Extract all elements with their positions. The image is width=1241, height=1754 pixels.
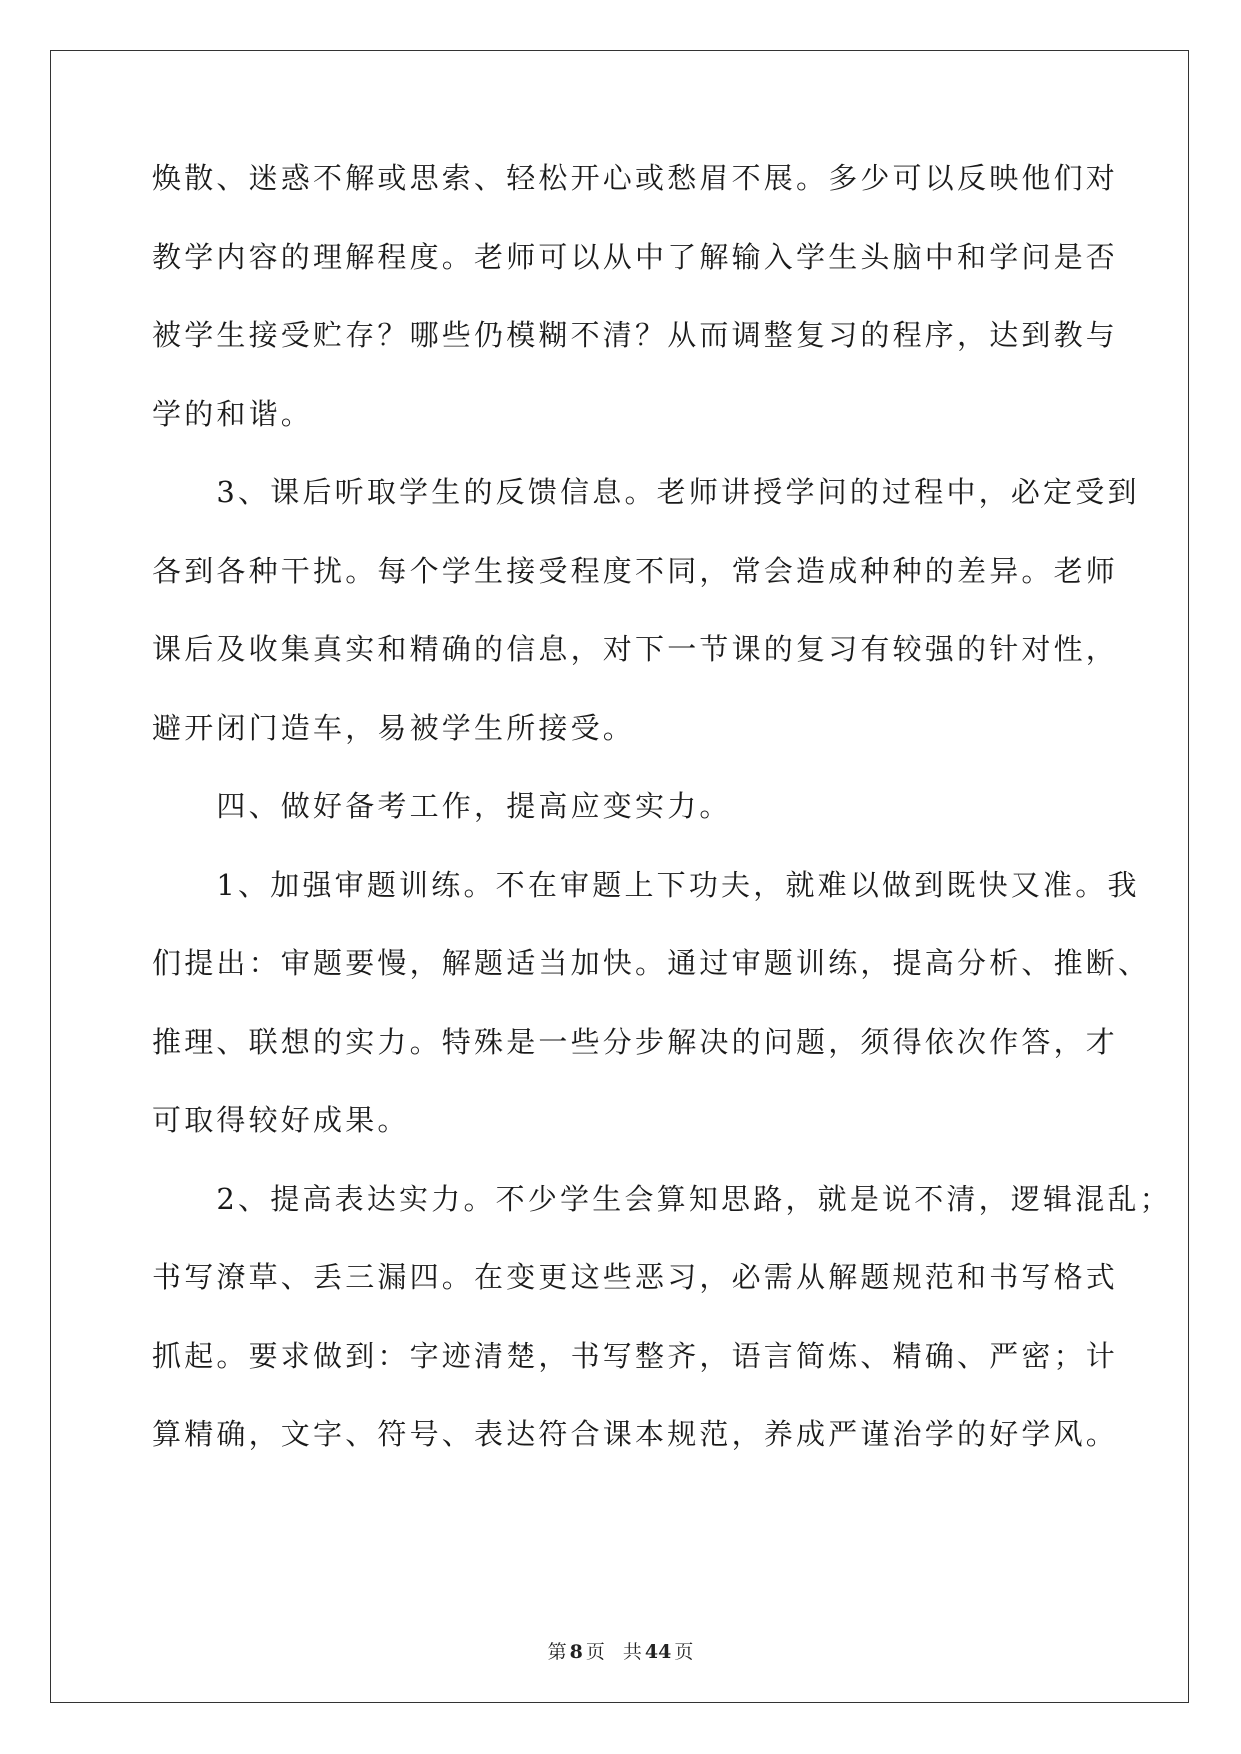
text-line-10: 1、加强审题训练。不在审题上下功夫，就难以做到既快又准。我 [152, 867, 1140, 902]
footer-total-prefix: 共 [622, 1641, 642, 1663]
text-line-17: 算精确，文字、符号、表达符合课本规范，养成严谨治学的好学风。 [152, 1417, 1119, 1451]
text-line-15: 书写潦草、丢三漏四。在变更这些恶习，必需从解题规范和书写格式 [152, 1260, 1119, 1294]
text-line-12: 推理、联想的实力。特殊是一些分步解决的问题，须得依次作答，才 [152, 1024, 1119, 1059]
text-line-5: 3、课后听取学生的反馈信息。老师讲授学问的过程中，必定受到 [152, 475, 1140, 509]
text-line-1: 焕散、迷惑不解或思索、轻松开心或愁眉不展。多少可以反映他们对 [152, 161, 1119, 195]
text-line-7: 课后及收集真实和精确的信息，对下一节课的复习有较强的针对性， [152, 632, 1119, 666]
total-pages: 44 [644, 1641, 672, 1663]
text-line-13: 可取得较好成果。 [152, 1103, 410, 1137]
footer-total-suffix: 页 [674, 1641, 694, 1663]
text-line-3: 被学生接受贮存？哪些仍模糊不清？从而调整复习的程序，达到教与 [152, 318, 1119, 352]
text-line-4: 学的和谐。 [152, 396, 314, 431]
footer-page-suffix: 页 [585, 1641, 605, 1663]
text-line-9: 四、做好备考工作，提高应变实力。 [152, 789, 732, 823]
footer-prefix: 第 [547, 1641, 567, 1663]
document-body [152, 158, 1172, 1493]
text-line-6: 各到各种干扰。每个学生接受程度不同，常会造成种种的差异。老师 [152, 553, 1119, 588]
text-line-8: 避开闭门造车，易被学生所接受。 [152, 710, 636, 745]
text-line-14: 2、提高表达实力。不少学生会算知思路，就是说不清，逻辑混乱； [152, 1181, 1172, 1216]
text-line-16: 抓起。要求做到：字迹清楚，书写整齐，语言简炼、精确、严密；计 [152, 1338, 1119, 1373]
page-number: 8 [569, 1641, 583, 1663]
page-footer [0, 1637, 1241, 1664]
text-line-11: 们提出：审题要慢，解题适当加快。通过审题训练，提高分析、推断、 [152, 946, 1151, 980]
text-line-2: 教学内容的理解程度。老师可以从中了解输入学生头脑中和学问是否 [152, 239, 1119, 274]
